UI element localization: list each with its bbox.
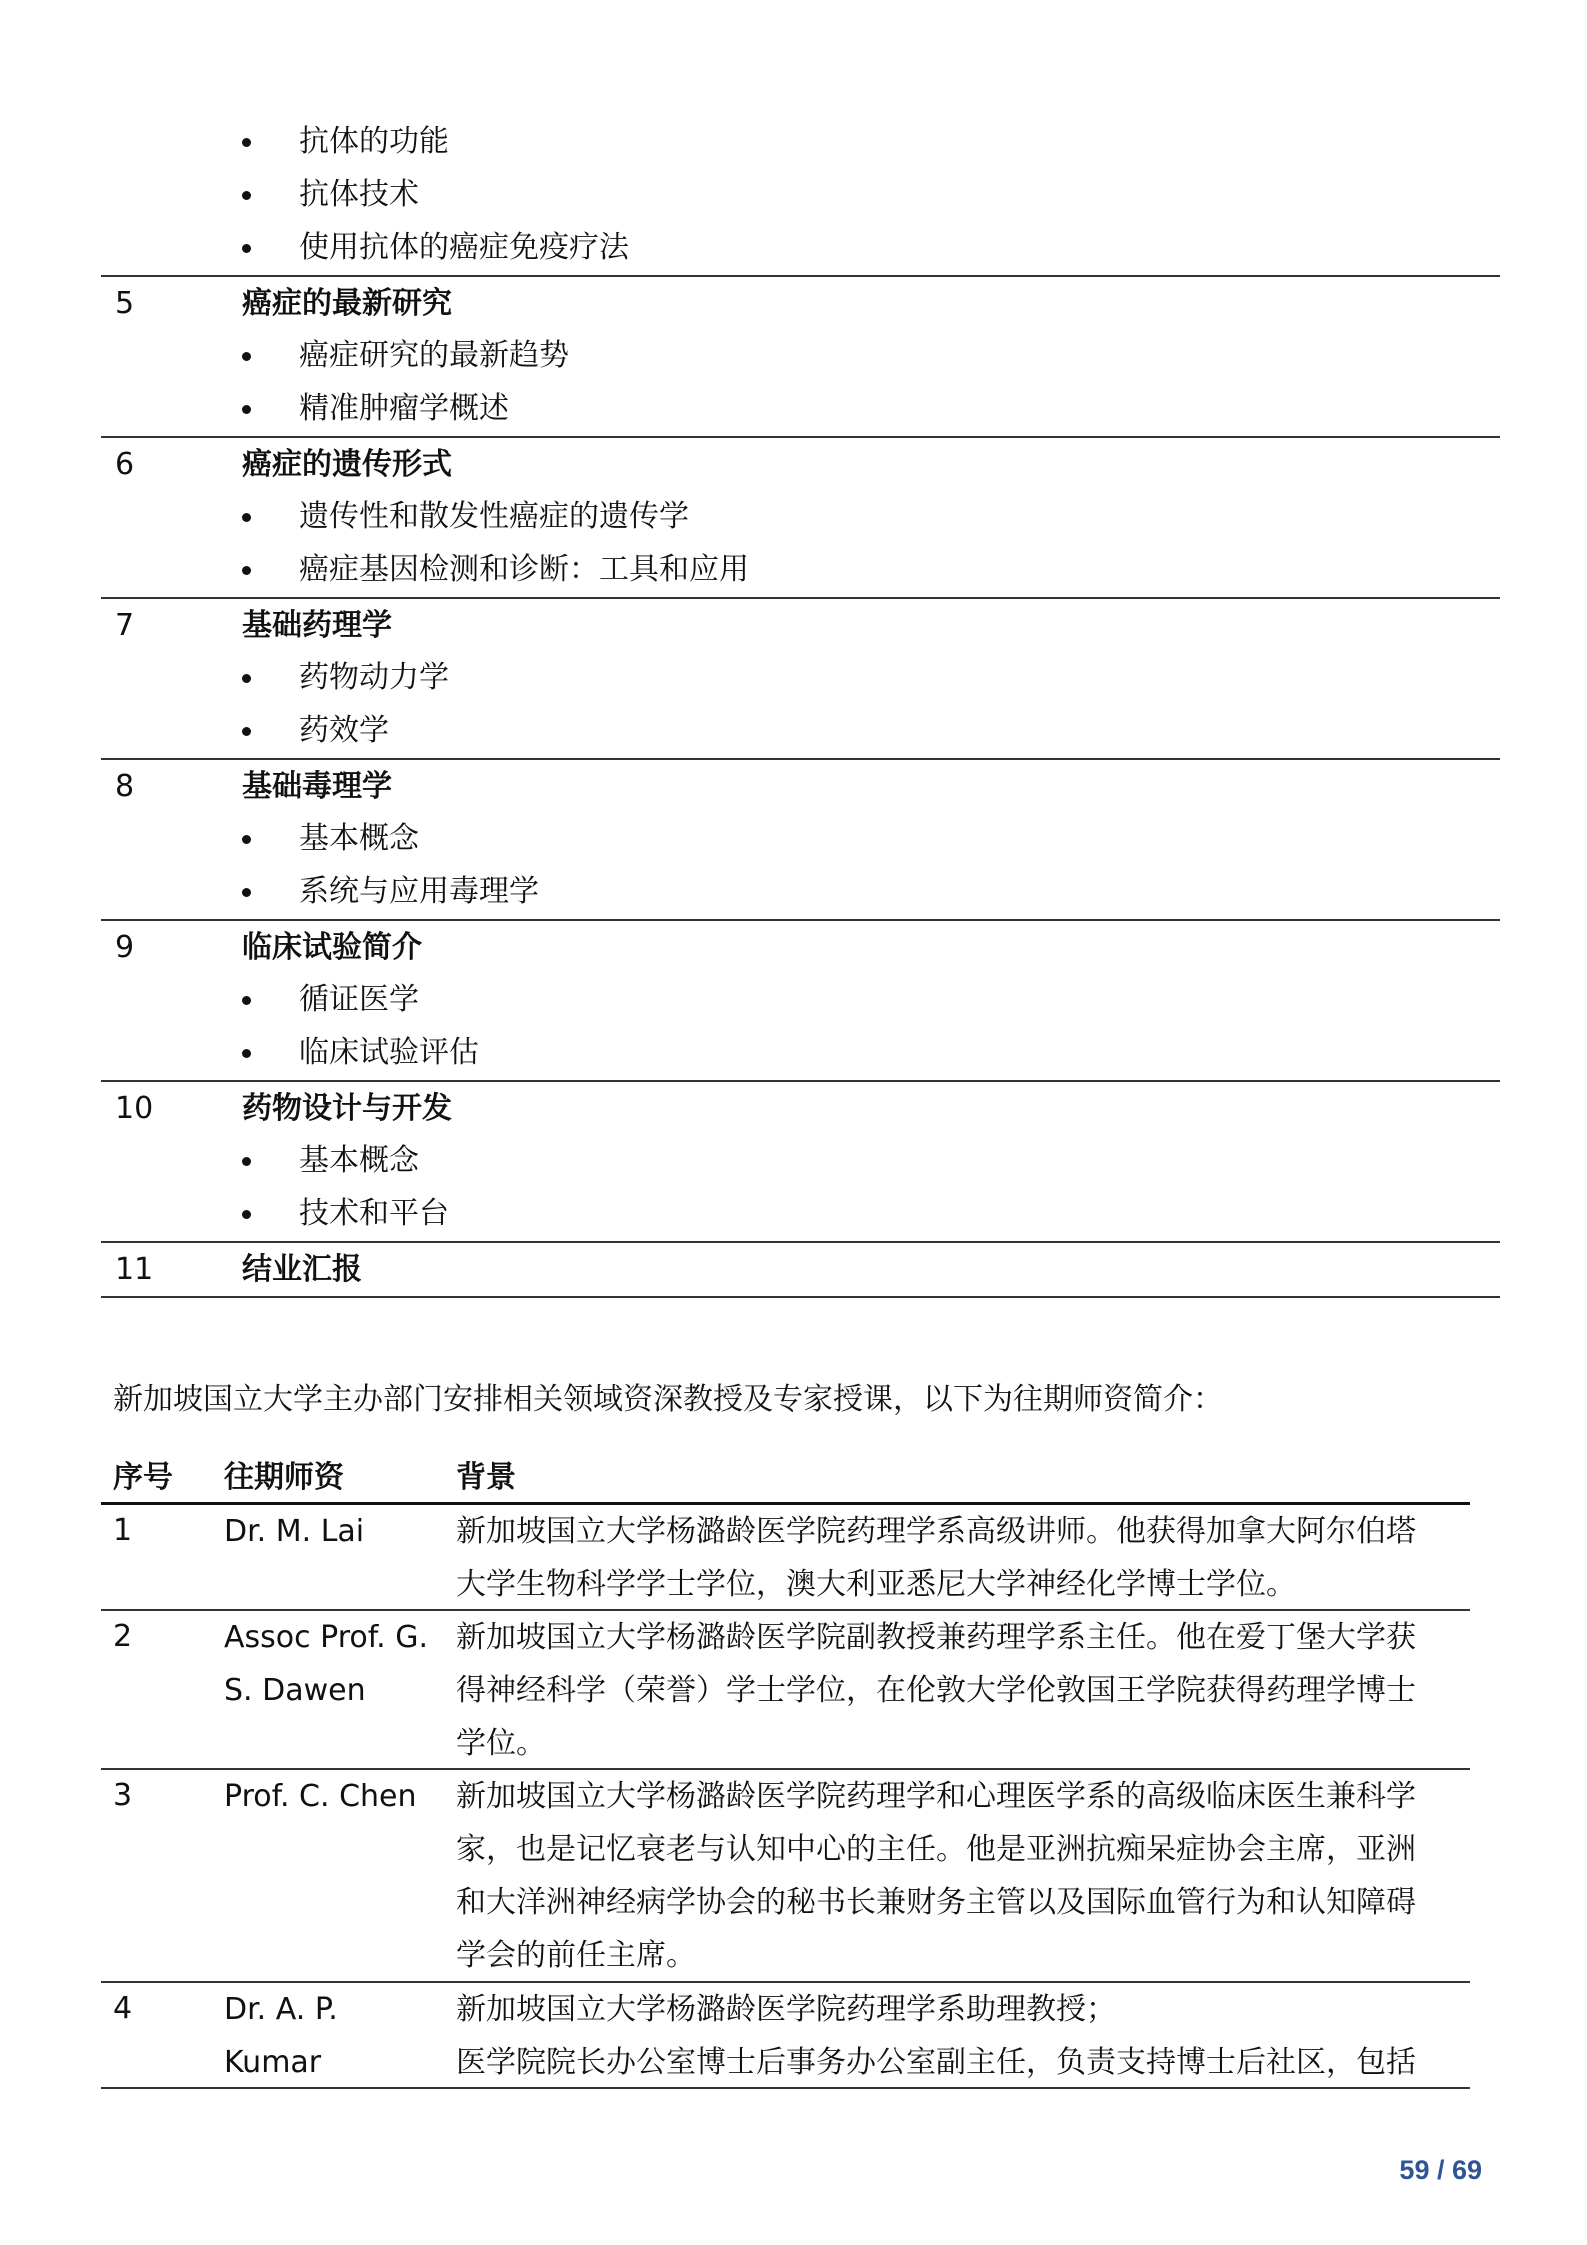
bullet-text: 精准肿瘤学概述: [299, 391, 509, 426]
faculty-background: [456, 1505, 1470, 1611]
faculty-row: [101, 1983, 1470, 2089]
faculty-background: [456, 1983, 1470, 2089]
bullet-text: 系统与应用毒理学: [299, 874, 539, 909]
bullet-item: [101, 1135, 1500, 1188]
header-number: 序号: [113, 1460, 173, 1495]
module-title: 癌症的遗传形式: [242, 447, 452, 482]
bullet-item: [101, 330, 1500, 383]
bullet-item: [101, 652, 1500, 705]
module-header: [101, 599, 1500, 652]
background-line: 学位。: [456, 1726, 546, 1761]
bullet-list: [101, 1135, 1500, 1241]
faculty-number: 3: [113, 1778, 133, 1813]
bullet-icon: [242, 1210, 251, 1219]
curriculum-row-8: [101, 760, 1500, 921]
bullet-text: 使用抗体的癌症免疫疗法: [299, 230, 629, 265]
bullet-list: [101, 116, 1500, 275]
bullet-text: 药物动力学: [299, 660, 449, 695]
module-title: 临床试验简介: [242, 930, 422, 965]
module-number: 11: [115, 1252, 154, 1287]
bullet-icon: [242, 835, 251, 844]
bullet-icon: [242, 405, 251, 414]
curriculum-row-10: [101, 1082, 1500, 1243]
bullet-item: [101, 705, 1500, 758]
faculty-background: [456, 1770, 1470, 1982]
module-number: 10: [115, 1091, 154, 1126]
background-line: 得神经科学（荣誉）学士学位，在伦敦大学伦敦国王学院获得药理学博士: [456, 1673, 1416, 1708]
background-line: 新加坡国立大学杨潞龄医学院药理学系助理教授；: [456, 1992, 1116, 2027]
bullet-item: [101, 169, 1500, 222]
faculty-intro-text: 新加坡国立大学主办部门安排相关领域资深教授及专家授课，以下为往期师资简介：: [113, 1382, 1223, 1417]
faculty-table: [101, 1454, 1470, 2089]
bullet-list: [101, 652, 1500, 758]
bullet-icon: [242, 138, 251, 147]
module-title: 基础药理学: [242, 608, 392, 643]
bullet-text: 癌症基因检测和诊断：工具和应用: [299, 552, 749, 587]
module-number: 9: [115, 930, 135, 965]
curriculum-row-6: [101, 438, 1500, 599]
bullet-icon: [242, 244, 251, 253]
curriculum-table: [101, 116, 1500, 1298]
bullet-text: 药效学: [299, 713, 389, 748]
background-line: 家，也是记忆衰老与认知中心的主任。他是亚洲抗痴呆症协会主席，亚洲: [456, 1832, 1416, 1867]
header-background: 背景: [456, 1460, 516, 1495]
bullet-item: [101, 116, 1500, 169]
faculty-name: Dr. M. Lai: [224, 1514, 365, 1549]
faculty-number: 2: [113, 1619, 133, 1654]
module-number: 8: [115, 769, 135, 804]
bullet-list: [101, 330, 1500, 436]
bullet-text: 循证医学: [299, 982, 419, 1017]
faculty-background: [456, 1611, 1470, 1770]
bullet-item: [101, 866, 1500, 919]
bullet-icon: [242, 727, 251, 736]
background-line: 医学院院长办公室博士后事务办公室副主任，负责支持博士后社区，包括: [456, 2045, 1416, 2080]
curriculum-row-9: [101, 921, 1500, 1082]
bullet-text: 基本概念: [299, 821, 419, 856]
background-line: 新加坡国立大学杨潞龄医学院药理学和心理医学系的高级临床医生兼科学: [456, 1779, 1416, 1814]
module-header: [101, 760, 1500, 813]
faculty-name: Assoc Prof. G. S. Dawen: [224, 1620, 428, 1708]
bullet-item: [101, 222, 1500, 275]
faculty-number: 1: [113, 1513, 133, 1548]
curriculum-row-7: [101, 599, 1500, 760]
bullet-text: 技术和平台: [299, 1196, 449, 1231]
background-line: 学会的前任主席。: [456, 1938, 696, 1973]
bullet-list: [101, 974, 1500, 1080]
background-line: 新加坡国立大学杨潞龄医学院药理学系高级讲师。他获得加拿大阿尔伯塔: [456, 1514, 1416, 1549]
bullet-icon: [242, 513, 251, 522]
module-header: [101, 921, 1500, 974]
bullet-text: 抗体的功能: [299, 124, 449, 159]
bullet-item: [101, 383, 1500, 436]
bullet-text: 癌症研究的最新趋势: [299, 338, 569, 373]
bullet-text: 基本概念: [299, 1143, 419, 1178]
module-number: 6: [115, 447, 135, 482]
bullet-item: [101, 974, 1500, 1027]
module-number: 7: [115, 608, 135, 643]
bullet-list: [101, 491, 1500, 597]
background-line: 大学生物科学学士学位，澳大利亚悉尼大学神经化学博士学位。: [456, 1567, 1296, 1602]
bullet-list: [101, 813, 1500, 919]
faculty-row: [101, 1505, 1470, 1611]
bullet-text: 临床试验评估: [299, 1035, 479, 1070]
background-line: 新加坡国立大学杨潞龄医学院副教授兼药理学系主任。他在爱丁堡大学获: [456, 1620, 1416, 1655]
module-header: [101, 1243, 1500, 1296]
curriculum-row-5: [101, 277, 1500, 438]
bullet-icon: [242, 1049, 251, 1058]
module-number: 5: [115, 286, 135, 321]
bullet-item: [101, 491, 1500, 544]
bullet-icon: [242, 888, 251, 897]
bullet-item: [101, 1188, 1500, 1241]
bullet-item: [101, 1027, 1500, 1080]
module-header: [101, 277, 1500, 330]
module-header: [101, 1082, 1500, 1135]
faculty-row: [101, 1770, 1470, 1983]
faculty-table-header: [101, 1454, 1470, 1505]
curriculum-row-continued: [101, 116, 1500, 277]
page-number: 59 / 69: [1399, 2155, 1482, 2185]
bullet-icon: [242, 996, 251, 1005]
bullet-text: 抗体技术: [299, 177, 419, 212]
bullet-item: [101, 544, 1500, 597]
faculty-row: [101, 1611, 1470, 1770]
module-header: [101, 438, 1500, 491]
bullet-text: 遗传性和散发性癌症的遗传学: [299, 499, 689, 534]
bullet-icon: [242, 191, 251, 200]
module-title: 结业汇报: [242, 1252, 362, 1287]
header-faculty: 往期师资: [224, 1460, 344, 1495]
curriculum-row-11: [101, 1243, 1500, 1298]
module-title: 基础毒理学: [242, 769, 392, 804]
bullet-item: [101, 813, 1500, 866]
module-title: 癌症的最新研究: [242, 286, 452, 321]
bullet-icon: [242, 1157, 251, 1166]
bullet-icon: [242, 352, 251, 361]
background-line: 和大洋洲神经病学协会的秘书长兼财务主管以及国际血管行为和认知障碍: [456, 1885, 1416, 1920]
bullet-icon: [242, 566, 251, 575]
faculty-name: Dr. A. P. Kumar: [224, 1992, 338, 2080]
faculty-name: Prof. C. Chen: [224, 1779, 417, 1814]
bullet-icon: [242, 674, 251, 683]
module-title: 药物设计与开发: [242, 1091, 452, 1126]
faculty-number: 4: [113, 1991, 133, 2026]
